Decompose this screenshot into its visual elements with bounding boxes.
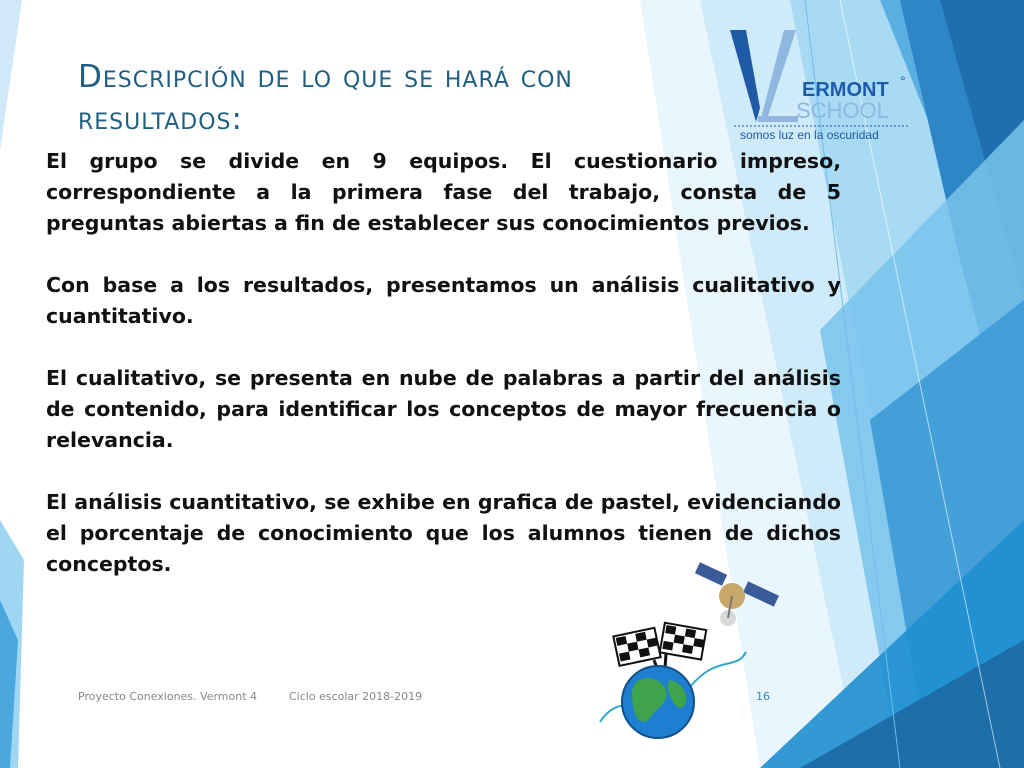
earth-globe-icon [622, 666, 694, 738]
decorative-illustration [596, 562, 796, 752]
vermont-school-logo [726, 26, 916, 146]
logo-word-school: SCHOOL [796, 98, 889, 123]
satellite-icon [695, 562, 779, 626]
slide-title: Descripción de lo que se hará con resultados: [78, 59, 573, 137]
footer-school-cycle: Ciclo escolar 2018-2019 [289, 690, 423, 703]
paragraph-teams: El grupo se divide en 9 equipos. El cuestionario impreso, correspondiente a la primera fase del trabajo, consta de 5 preguntas abiertas a fin de establecer sus conocimientos previos. [46, 149, 841, 235]
footer-project: Proyecto Conexiones. Vermont 4 [78, 690, 258, 703]
paragraph-quantitative: El análisis cuantitativo, se exhibe en grafica de pastel, evidenciando el porcentaje de conocimiento que los alumnos tienen de dichos conceptos. [46, 490, 841, 576]
slide-body [46, 146, 841, 611]
logo-graphic [726, 26, 916, 146]
paragraph-analysis: Con base a los resultados, presentamos un análisis cualitativo y cuantitativo. [46, 273, 841, 328]
logo-word-ermont: ERMONT [802, 79, 889, 101]
paragraph-qualitative: El cualitativo, se presenta en nube de palabras a partir del análisis de contenido, para identificar los conceptos de mayor frecuencia o relevancia. [46, 366, 841, 452]
logo-degree-mark: ° [900, 73, 906, 89]
logo-tagline: somos luz en la oscuridad [740, 128, 879, 142]
slide-number: 16 [756, 690, 770, 703]
